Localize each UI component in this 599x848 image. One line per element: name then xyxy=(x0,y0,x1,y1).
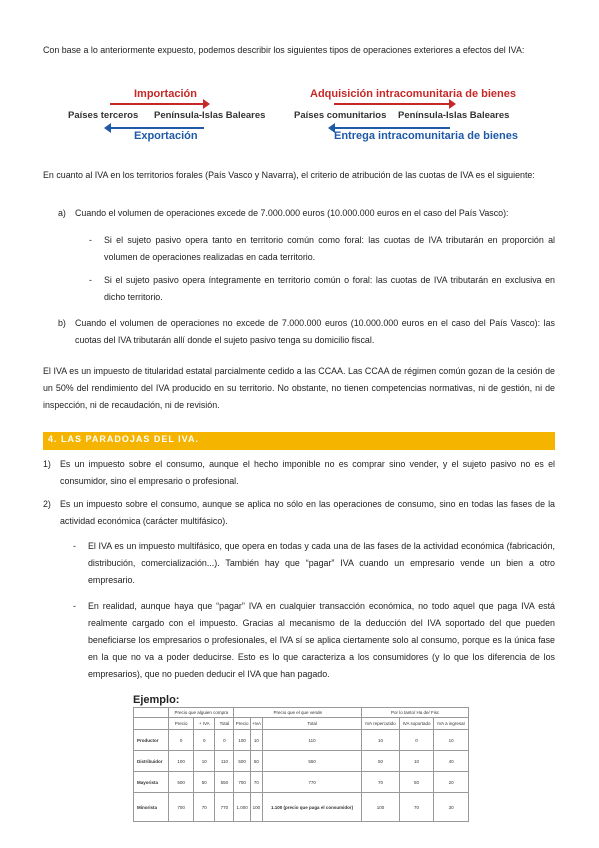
diagram-export-label: Exportación xyxy=(134,130,198,142)
foral-a-bullet-1: Si el sujeto pasivo opera tanto en territorio común como foral: las cuotas de IVA tributarán en proporción al volumen de operaciones realizadas en cada territorio. xyxy=(104,235,555,262)
table-cell: 70 xyxy=(194,793,215,822)
table-cell: 70 xyxy=(399,793,434,822)
table-row-label: Distribuidor xyxy=(134,751,169,772)
table-cell: 0 xyxy=(169,730,194,751)
bullet-marker: - xyxy=(73,541,76,551)
diagram-intracommunity xyxy=(294,88,534,148)
table-cell: 770 xyxy=(262,772,361,793)
table-cell: 550 xyxy=(215,772,234,793)
table-cell: 700 xyxy=(169,793,194,822)
table-group-header: Precio que el que vende xyxy=(234,708,362,718)
paradox-2-text: Es un impuesto sobre el consumo, aunque se aplica no sólo en las operaciones de consumo, sino en todas las fases de la actividad económica (carácter multifásico). xyxy=(60,499,555,526)
table-cell: 40 xyxy=(434,751,469,772)
table-cell: 70 xyxy=(250,772,262,793)
table-corner xyxy=(134,708,169,718)
foral-a-bullet-2: Si el sujeto pasivo opera íntegramente en territorio común o foral: las cuotas de IVA tributarán en exclusiva en dicho territorio. xyxy=(104,275,555,302)
table-cell: 770 xyxy=(215,793,234,822)
table-group-header: Precio que alguien compra xyxy=(169,708,234,718)
table-sub-header: Precio xyxy=(234,718,250,730)
table-cell: 50 xyxy=(399,772,434,793)
section-title: 4. LAS PARADOJAS DEL IVA. xyxy=(48,434,200,444)
table-sub-header: + IVA xyxy=(194,718,215,730)
table-cell: 70 xyxy=(362,772,400,793)
table-cell: 500 xyxy=(169,772,194,793)
table-row xyxy=(134,772,469,793)
table-cell: 100 xyxy=(234,730,250,751)
table-row-label: Mayorista xyxy=(134,772,169,793)
diagram-imports-exports xyxy=(68,88,268,148)
foral-intro-paragraph: En cuanto al IVA en los territorios forales (País Vasco y Navarra), el criterio de atribución de las cuotas de IVA es el siguiente: xyxy=(43,170,535,180)
table-group-header: Por lo tanto/ Ha de/ Fisc xyxy=(362,708,469,718)
table-cell: 50 xyxy=(362,751,400,772)
table-cell: 10 xyxy=(194,751,215,772)
foral-a-text: Cuando el volumen de operaciones excede de 7.000.000 euros (10.000.000 euros en el caso del País Vasco): xyxy=(75,208,509,218)
table-sub-header: Total xyxy=(262,718,361,730)
table-cell: 110 xyxy=(215,751,234,772)
table-cell: 50 xyxy=(250,751,262,772)
diagram-delivery-label: Entrega intracomunitaria de bienes xyxy=(334,130,518,142)
list-marker: a) xyxy=(58,208,66,218)
table-cell: 100 xyxy=(362,793,400,822)
table-cell: 700 xyxy=(234,772,250,793)
arrow-left-icon xyxy=(110,127,204,129)
section-header xyxy=(43,432,555,450)
table-cell: 550 xyxy=(262,751,361,772)
table-sub-header: Total xyxy=(215,718,234,730)
table-cell: 10 xyxy=(399,751,434,772)
table-row xyxy=(134,751,469,772)
table-sub-header: IVA a ingresar xyxy=(434,718,469,730)
ccaa-paragraph: El IVA es un impuesto de titularidad estatal parcialmente cedido a las CCAA. Las CCAA de régimen común gozan de la cesión de un 50% del rendimiento del IVA producido en su territorio. No obstante, no tienen competencias normativas, ni de gestión, ni de inspección, ni de recaudación, ni de revisión. xyxy=(43,366,555,410)
table-cell: 30 xyxy=(434,793,469,822)
table-cell: 50 xyxy=(194,772,215,793)
example-title: Ejemplo: xyxy=(133,694,180,706)
list-marker: b) xyxy=(58,318,66,328)
paradox-bullet-2: En realidad, aunque haya que “pagar” IVA en cualquier transacción económica, no todo aquel que paga IVA está realmente cargado con el impuesto. Gracias al mecanismo de la deducción del IVA soportado del que pueden beneficiarse los empresarios o profesionales, el IVA sí se aplica ciertamente solo al consumo, porque es la única fase en la que no va a poder deducirse. Esto es lo que caracteriza a los consumidores (y lo que los diferencia de los empresarios), que no pueden deducir el IVA que han pagado. xyxy=(88,601,555,679)
table-sub-header-row xyxy=(134,718,469,730)
table-cell: 10 xyxy=(250,730,262,751)
bullet-marker: - xyxy=(73,601,76,611)
table-cell: 100 xyxy=(169,751,194,772)
bullet-marker: - xyxy=(89,235,92,245)
table-cell: 10 xyxy=(362,730,400,751)
paradox-1-text: Es un impuesto sobre el consumo, aunque el hecho imponible no es comprar sino vender, y el sujeto pasivo no es el consumidor, sino el empresario o profesional. xyxy=(60,459,555,486)
diagram-peninsula-left: Península-Islas Baleares xyxy=(154,110,266,121)
bullet-marker: - xyxy=(89,275,92,285)
table-cell: 0 xyxy=(399,730,434,751)
table-cell: 110 xyxy=(262,730,361,751)
list-marker: 1) xyxy=(43,459,51,469)
list-marker: 2) xyxy=(43,499,51,509)
diagram-eu-countries: Países comunitarios xyxy=(294,110,387,121)
table-corner xyxy=(134,718,169,730)
example-table xyxy=(133,707,469,822)
table-row-label: Minorista xyxy=(134,793,169,822)
table-cell-consumer-total: 1.100 (precio que paga el consumidor) xyxy=(262,793,361,822)
diagram-acquisition-label: Adquisición intracomunitaria de bienes xyxy=(310,88,516,100)
table-cell: 500 xyxy=(234,751,250,772)
table-row xyxy=(134,730,469,751)
table-cell: 20 xyxy=(434,772,469,793)
table-cell: 0 xyxy=(215,730,234,751)
table-sub-header: +IvA xyxy=(250,718,262,730)
table-row xyxy=(134,793,469,822)
diagram-peninsula-right: Península-Islas Baleares xyxy=(398,110,510,121)
table-sub-header: IVA soportado xyxy=(399,718,434,730)
table-cell: 1.000 xyxy=(234,793,250,822)
table-sub-header: Precio xyxy=(169,718,194,730)
paradox-bullet-1: El IVA es un impuesto multifásico, que opera en todas y cada una de las fases de la actividad económica (fabricación, distribución, comercialización...). También hay que “pagar” IVA cuando un empresario vende un bien a otro empresario. xyxy=(88,541,555,585)
table-cell: 100 xyxy=(250,793,262,822)
foral-b-text: Cuando el volumen de operaciones no excede de 7.000.000 euros (10.000.000 euros en el caso del País Vasco): las cuotas del IVA tributarán allí donde el sujeto pasivo tenga su domicilio fiscal. xyxy=(75,318,555,345)
table-group-header-row xyxy=(134,708,469,718)
diagram-import-label: Importación xyxy=(134,88,197,100)
arrow-left-icon xyxy=(334,127,450,129)
table-cell: 0 xyxy=(194,730,215,751)
arrow-right-icon xyxy=(334,103,450,105)
table-row-label: Productor xyxy=(134,730,169,751)
diagram-third-countries: Países terceros xyxy=(68,110,139,121)
table-sub-header: IVA repercutido xyxy=(362,718,400,730)
arrow-right-icon xyxy=(110,103,204,105)
intro-paragraph: Con base a lo anteriormente expuesto, podemos describir los siguientes tipos de operaciones exteriores a efectos del IVA: xyxy=(43,45,525,55)
table-cell: 10 xyxy=(434,730,469,751)
